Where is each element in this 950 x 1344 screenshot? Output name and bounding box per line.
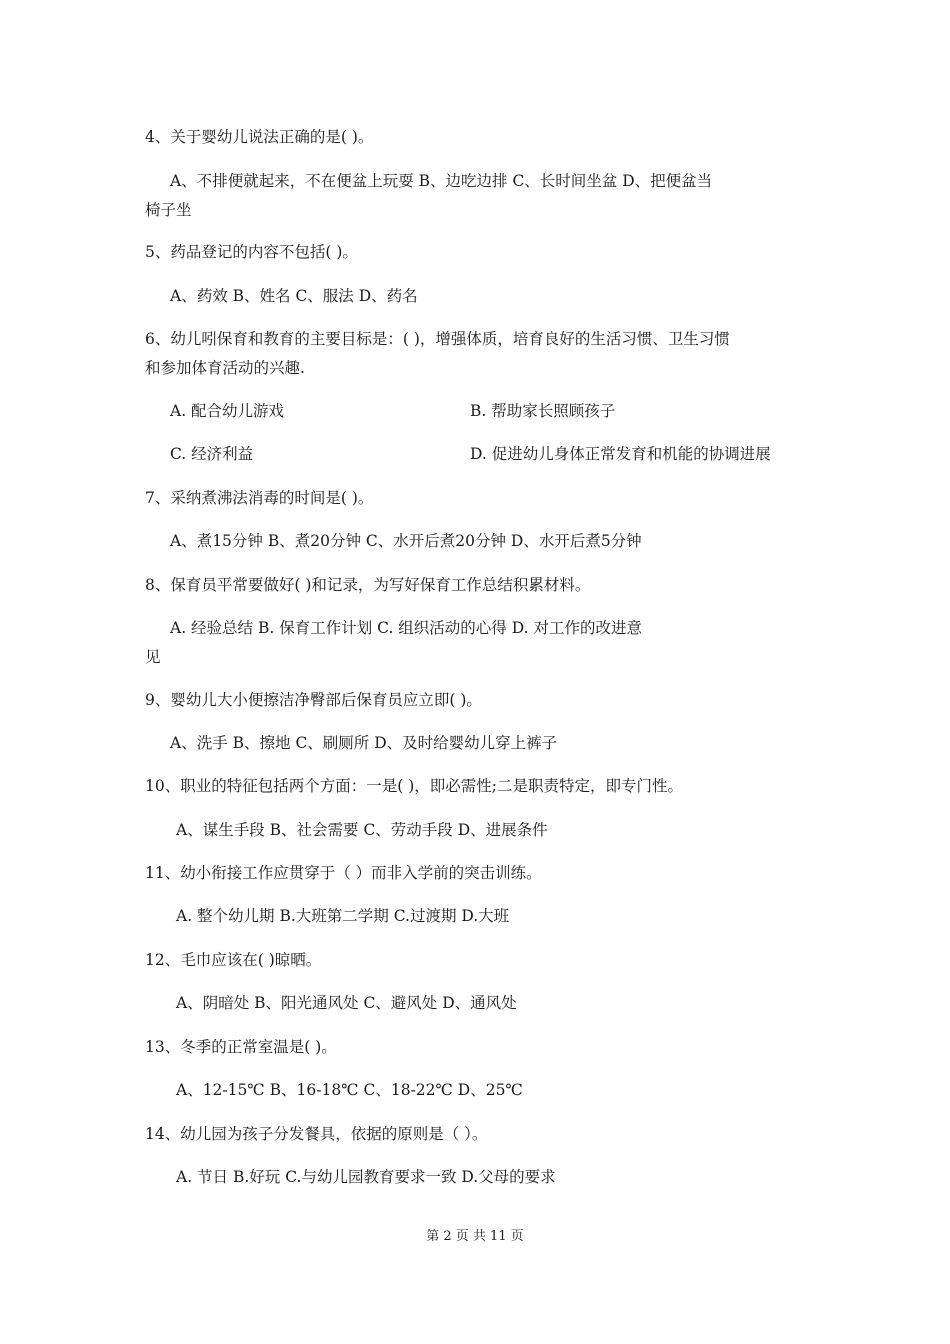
question-5-stem: 5、药品登记的内容不包括( )。 (145, 243, 358, 261)
question-6-stem-continued: 和参加体育活动的兴趣. (145, 359, 305, 377)
question-13-stem: 13、冬季的正常室温是( )。 (145, 1038, 337, 1056)
question-12-options: A、阴暗处 B、阳光通风处 C、避风处 D、通风处 (176, 994, 517, 1012)
question-6-option-c: C. 经济利益 (170, 445, 254, 463)
question-8-options-continued: 见 (145, 648, 161, 666)
question-4-options: A、不排便就起来，不在便盆上玩耍 B、边吃边排 C、长时间坐盆 D、把便盆当 (170, 172, 713, 190)
question-8-options: A. 经验总结 B. 保育工作计划 C. 组织活动的心得 D. 对工作的改进意 (170, 619, 642, 637)
question-9-stem: 9、婴幼儿大小便擦洁净臀部后保育员应立即( )。 (145, 691, 482, 709)
question-7-options: A、煮15分钟 B、煮20分钟 C、水开后煮20分钟 D、水开后煮5分钟 (170, 532, 642, 550)
question-9-options: A、洗手 B、擦地 C、刷厕所 D、及时给婴幼儿穿上裤子 (170, 734, 558, 752)
question-6-stem: 6、幼儿吲保育和教育的主要目标是：( )，增强体质，培育良好的生活习惯、卫生习惯 (145, 330, 730, 348)
question-12-stem: 12、毛巾应该在( )晾晒。 (145, 951, 322, 969)
question-7-stem: 7、采纳煮沸法消毒的时间是( )。 (145, 489, 374, 507)
question-6-option-d: D. 促进幼儿身体正常发育和机能的协调进展 (470, 445, 771, 463)
question-13-options: A、12-15℃ B、16-18℃ C、18-22℃ D、25℃ (176, 1081, 523, 1099)
question-4-stem: 4、关于婴幼儿说法正确的是( )。 (145, 128, 374, 146)
question-6-option-a: A. 配合幼儿游戏 (170, 402, 285, 420)
question-10-options: A、谋生手段 B、社会需要 C、劳动手段 D、进展条件 (176, 821, 548, 839)
page-number-footer: 第 2 页 共 11 页 (426, 1229, 524, 1244)
question-11-stem: 11、幼小衔接工作应贯穿于（ ）而非入学前的突击训练。 (145, 864, 542, 882)
question-14-options: A. 节日 B.好玩 C.与幼儿园教育要求一致 D.父母的要求 (176, 1168, 556, 1186)
question-8-stem: 8、保育员平常要做好( )和记录，为写好保育工作总结积累材料。 (145, 576, 591, 594)
question-5-options: A、药效 B、姓名 C、服法 D、药名 (170, 287, 418, 305)
question-14-stem: 14、幼儿园为孩子分发餐具，依据的原则是（ ）。 (145, 1125, 488, 1143)
question-10-stem: 10、职业的特征包括两个方面：一是( )，即必需性;二是职责特定，即专门性。 (145, 777, 683, 795)
question-6-option-b: B. 帮助家长照顾孩子 (470, 402, 616, 420)
question-4-options-continued: 椅子坐 (145, 201, 192, 219)
question-11-options: A. 整个幼儿期 B.大班第二学期 C.过渡期 D.大班 (176, 907, 510, 925)
